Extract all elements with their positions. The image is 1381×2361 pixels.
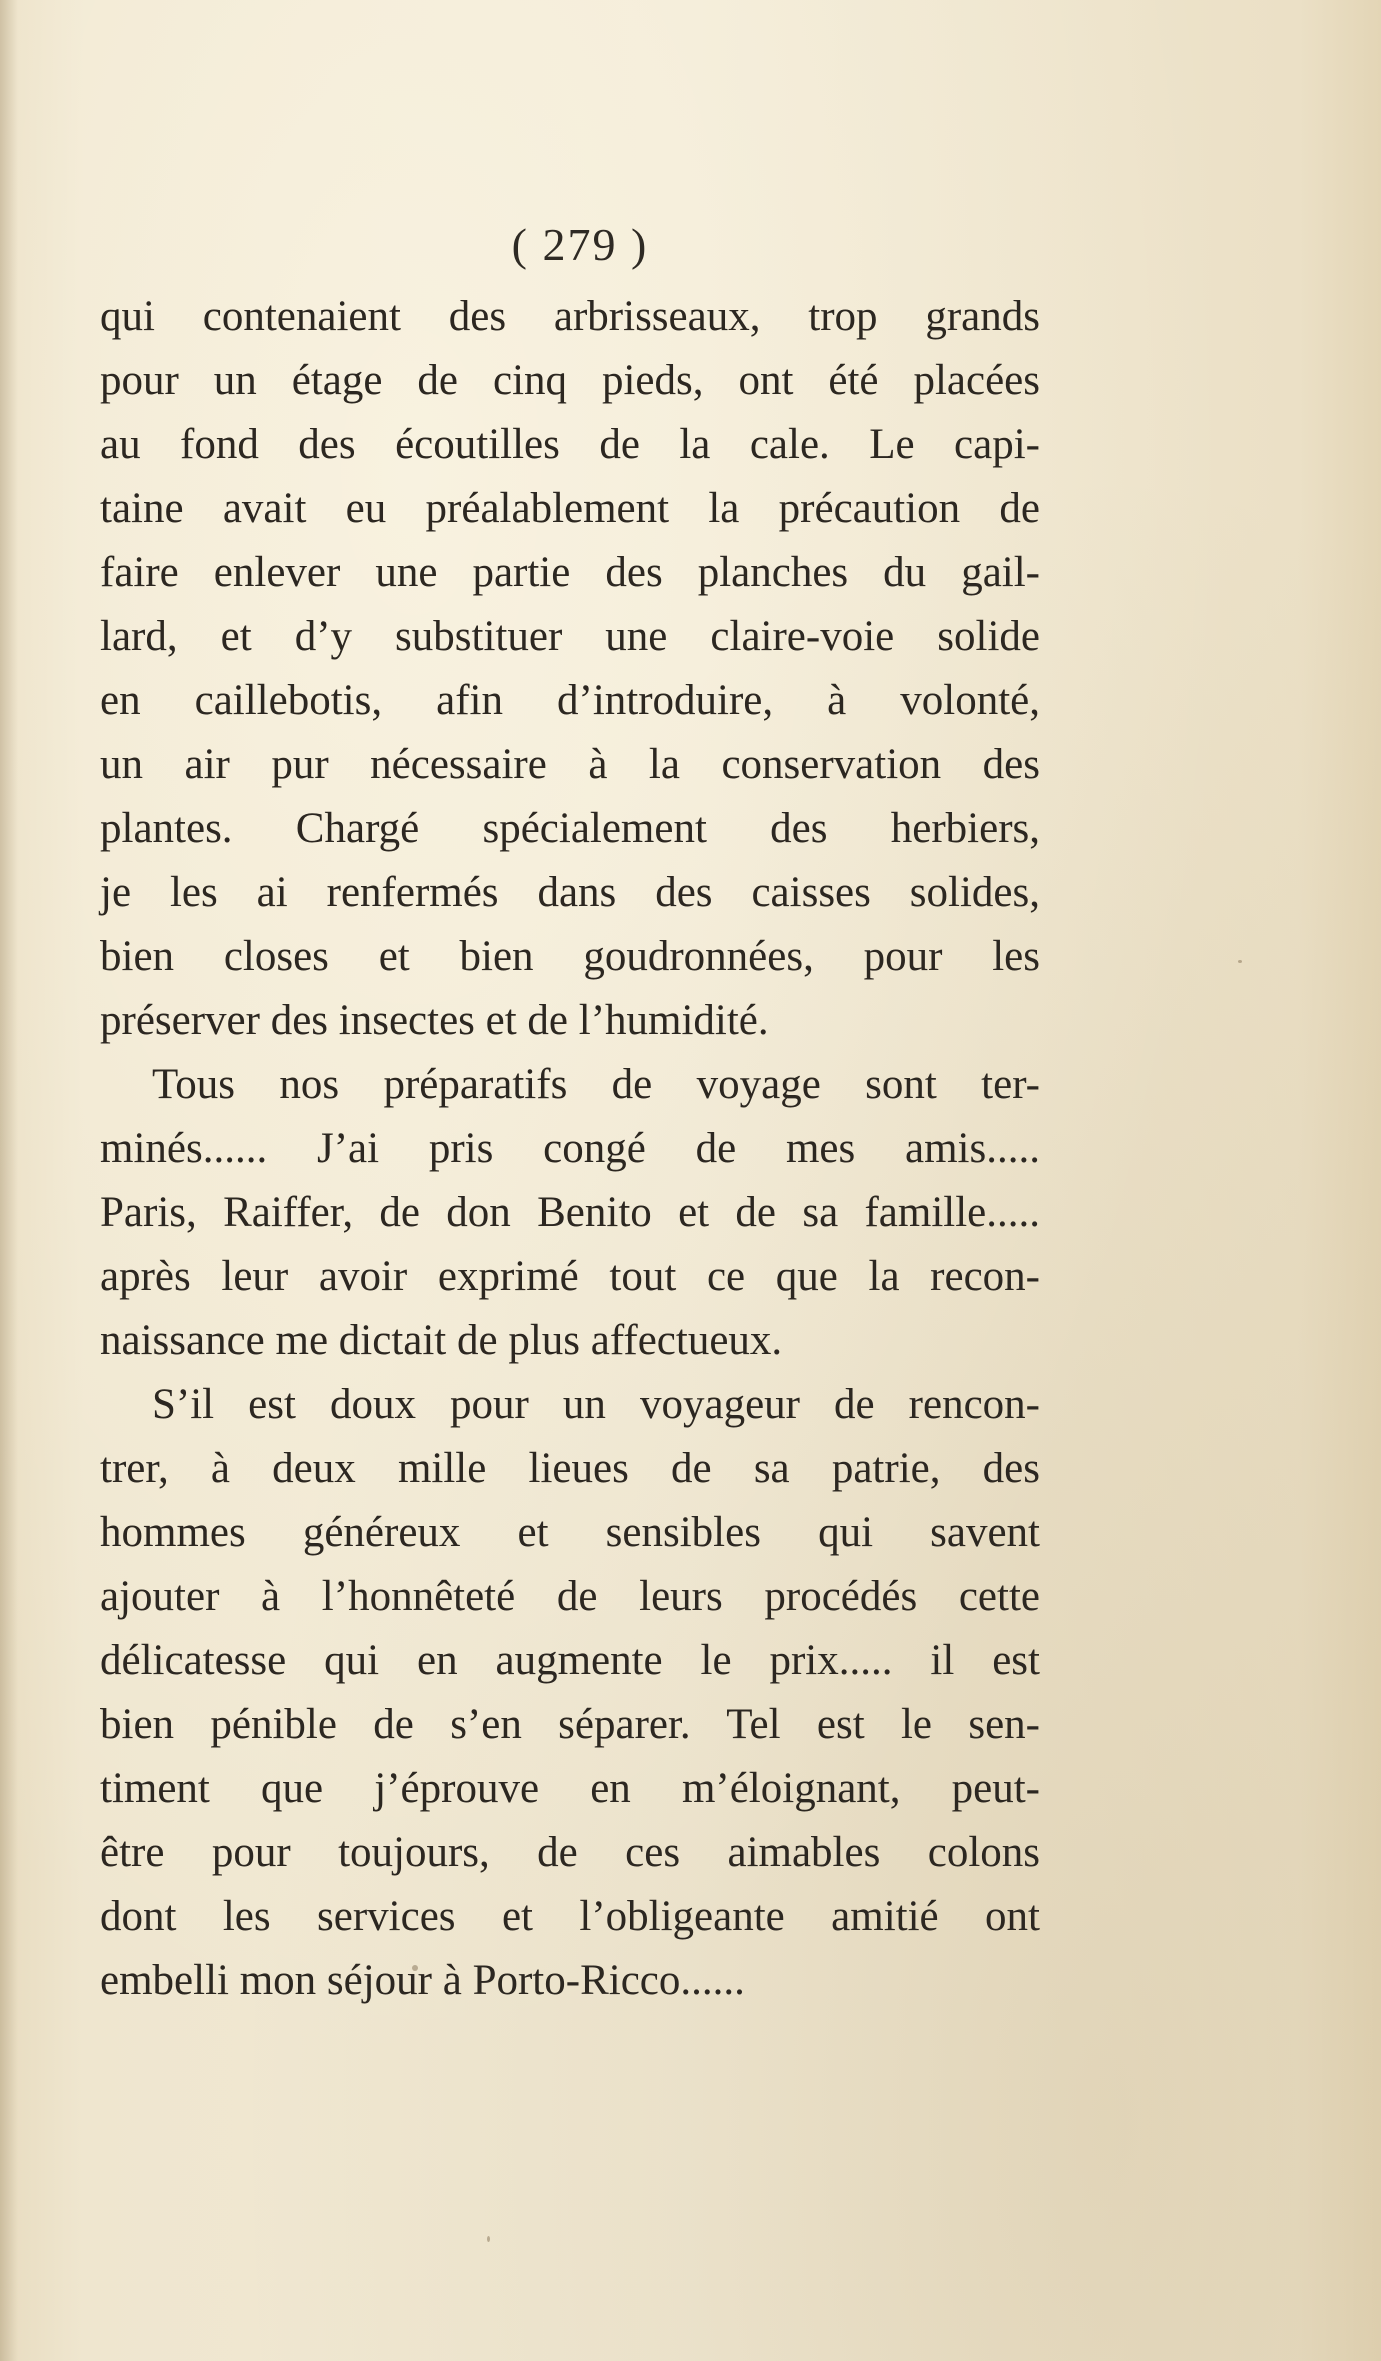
text-line: être pour toujours, de ces aimables colons	[100, 1829, 1040, 1876]
text-line: Paris, Raiffer, de don Benito et de sa famille.....	[100, 1189, 1040, 1236]
text-line: pour un étage de cinq pieds, ont été placées	[100, 357, 1040, 404]
text-line: bien pénible de s’en séparer. Tel est le sen-	[100, 1701, 1040, 1748]
text-line: plantes. Chargé spécialement des herbiers,	[100, 805, 1040, 852]
page-number: ( 279 )	[511, 219, 649, 270]
text-line: lard, et d’y substituer une claire-voie solide	[100, 613, 1040, 660]
text-line: délicatesse qui en augmente le prix..... il est	[100, 1637, 1040, 1684]
text-line: ajouter à l’honnêteté de leurs procédés cette	[100, 1573, 1040, 1620]
body-text	[100, 285, 1040, 2013]
text-line: embelli mon séjour à Porto-Ricco......	[100, 1957, 745, 2004]
text-line: S’il est doux pour un voyageur de rencon-	[152, 1381, 1040, 1428]
text-line: qui contenaient des arbrisseaux, trop grands	[100, 293, 1040, 340]
text-line: préserver des insectes et de l’humidité.	[100, 997, 769, 1044]
text-line: au fond des écoutilles de la cale. Le capi-	[100, 421, 1040, 468]
text-line: dont les services et l’obligeante amitié ont	[100, 1893, 1040, 1940]
text-line: faire enlever une partie des planches du gail-	[100, 549, 1040, 596]
text-line: après leur avoir exprimé tout ce que la recon-	[100, 1253, 1040, 1300]
paper-speck	[412, 1965, 418, 1971]
text-line: Tous nos préparatifs de voyage sont ter-	[152, 1061, 1040, 1108]
text-line: trer, à deux mille lieues de sa patrie, des	[100, 1445, 1040, 1492]
text-line: je les ai renfermés dans des caisses solides,	[100, 869, 1040, 916]
text-line: un air pur nécessaire à la conservation des	[100, 741, 1040, 788]
text-line: taine avait eu préalablement la précaution de	[100, 485, 1040, 532]
text-line: naissance me dictait de plus affectueux.	[100, 1317, 783, 1364]
text-line: hommes généreux et sensibles qui savent	[100, 1509, 1040, 1556]
paper-speck	[487, 2236, 490, 2242]
text-line: timent que j’éprouve en m’éloignant, peut-	[100, 1765, 1040, 1812]
text-line: bien closes et bien goudronnées, pour les	[100, 933, 1040, 980]
text-line: minés...... J’ai pris congé de mes amis.....	[100, 1125, 1040, 1172]
text-line: en caillebotis, afin d’introduire, à volonté,	[100, 677, 1040, 724]
paper-speck	[1238, 960, 1242, 963]
